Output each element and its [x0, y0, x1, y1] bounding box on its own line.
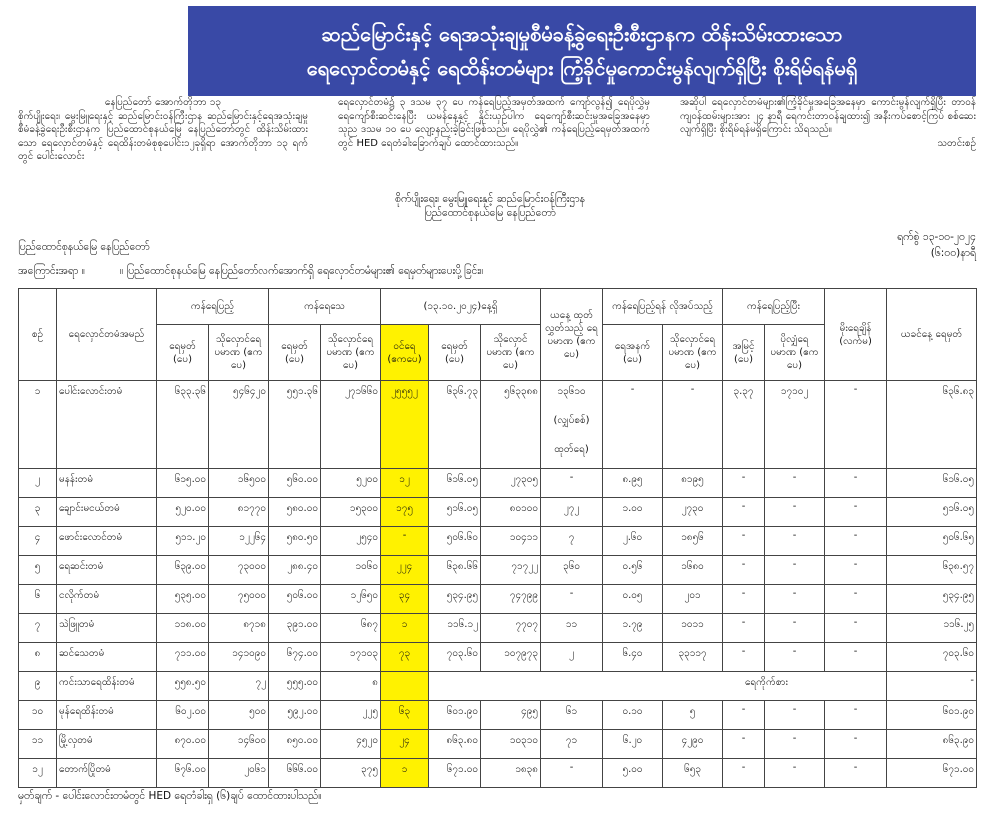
- cell-sr: ၇: [19, 614, 57, 643]
- table-row: [19, 614, 977, 643]
- cell-need-depth: ၆.၂၀: [603, 730, 663, 759]
- header-prev-level: ယခင်နေ့ ရေမှတ်: [887, 289, 977, 381]
- cell-full-storage: ၁၄၁၀၉၀: [209, 643, 269, 672]
- cell-sr: ၂: [19, 469, 57, 498]
- cell-today-storage: ၁၈၃၈: [481, 759, 541, 788]
- cell-need-depth: ၈.၉၅: [603, 469, 663, 498]
- subject-text: ။ ပြည်ထောင်စုနယ်မြေ နေပြည်တော်လက်အောက်ရှိ ရေလှောင်တမံများ၏ ရေမှတ်များပေးပို့ခြင်း။: [120, 265, 484, 277]
- cell-dead-level: ၆၆၆.၀၀: [269, 759, 321, 788]
- cell-release: ၁၁: [541, 614, 603, 643]
- cell-today-storage: ၈၀၁၀၀: [481, 498, 541, 527]
- cell-prev-level: ၆၀၁.၉၀: [887, 701, 977, 730]
- cell-prev-level: ၆၁၆.၀၅: [887, 469, 977, 498]
- cell-release: ၃၆၀: [541, 556, 603, 585]
- cell-today-storage: ၁၀၇၉၇၃: [481, 643, 541, 672]
- cell-sr: ၁၁: [19, 730, 57, 759]
- cell-sr: ၄: [19, 527, 57, 556]
- cell-over-storage: -: [765, 701, 825, 730]
- cell-inflow: ၁၂: [381, 469, 429, 498]
- header-rain: မိုးရေချိန် (လက်မ): [825, 289, 887, 381]
- table-row: [19, 701, 977, 730]
- cell-over-storage: -: [765, 527, 825, 556]
- cell-over-height: ၃.၃၇: [723, 381, 765, 469]
- cell-full-level: ၆၁၅.၀၀: [157, 469, 209, 498]
- cell-need-depth: ၀.၁၀: [603, 701, 663, 730]
- cell-need-depth: ၁.၀၀: [603, 498, 663, 527]
- cell-need-storage: ၂၇၃၀: [663, 498, 723, 527]
- cell-name: သဲဖြူတမံ: [57, 614, 157, 643]
- header-today-level: ရေမှတ် (ပေ): [429, 325, 481, 381]
- cell-full-level: ၅၂၀.၀၀: [157, 498, 209, 527]
- cell-inflow: ၂၅၅၅၂: [381, 381, 429, 469]
- cell-full-level: ၆၀၂.၀၀: [157, 701, 209, 730]
- article-text-1: စိုက်ပျိုးရေး၊ မွေးမြူရေးနှင့် ဆည်မြောင်းဝန်ကြီးဌာန ဆည်မြောင်းနှင့်ရေအသုံးချမှုစီမံခန့်ခွဲရေးဦးစီးဌာနက ပြည်ထောင်စုနယ်မြေ နေပြည်တော်တွင် ထိန်းသိမ်းထားသော ရေလှောင်တမံနှင့် ရေထိန်းတမံစုစုပေါင်း၁၂ခုရှိရာ အောက်တိုဘာ ၁၃ ရက်တွင် ပေါင်းလောင်း: [18, 110, 308, 162]
- cell-rain: -: [825, 469, 887, 498]
- cell-inflow: ၇၃: [381, 643, 429, 672]
- cell-need-storage: ၂၀၁: [663, 585, 723, 614]
- cell-release: ၆၁: [541, 701, 603, 730]
- cell-need-depth: ၅.၀၀: [603, 759, 663, 788]
- cell-dead-storage: ၂၅၄၀: [321, 527, 381, 556]
- cell-full-storage: ၅၄၆၄၂၀: [209, 381, 269, 469]
- cell-today-storage: ၇၁၇၂၂: [481, 556, 541, 585]
- cell-dead-storage: ၅၂၀၀: [321, 469, 381, 498]
- release-value: ၁၃၆၁၀: [557, 386, 586, 397]
- header-dead-level: ရေမှတ် (ပေ): [269, 325, 321, 381]
- cell-release: [541, 381, 603, 469]
- cell-rain: -: [825, 759, 887, 788]
- article-text-2: ရေလှောင်တမံ၌ ၃ ဒသမ ၃၇ ပေ ကန်ရေပြည့်အမှတ်အထက် ကျော်လွန်၍ ရေပိုလွှဲမှ ရေကျော်စီးဆင်းနေပြီး ယမန်နေ့နှင့် နှိုင်းယှဉ်ပါက ရေကျော်စီးဆင်းမှုအခြေအနေမှာ သုည ဒသမ ၁၀ ပေ လျော့နည်းခဲ့ခြင်းဖြစ်သည်။ ရေပိုလွှဲ၏ ကန်ရေပြည့်ရေမှတ်အထက်တွင် HED ရေတံခါးခြောက်ချပ် ထောင်ထားသည်။: [338, 97, 650, 149]
- table-row: [19, 527, 977, 556]
- cell-full-level: ၆၃၉.၀၀: [157, 556, 209, 585]
- cell-today-storage: ၁၀၄၁၁: [481, 527, 541, 556]
- cell-over-height: -: [723, 701, 765, 730]
- cell-today-level: ၅၀၆.၆၀: [429, 527, 481, 556]
- cell-today-storage: ၇၄၇၉၉: [481, 585, 541, 614]
- cell-today-storage: ၅၆၃၃၈၈: [481, 381, 541, 469]
- cell-over-storage: -: [765, 585, 825, 614]
- header-inflow: ဝင်ရေ (ဧကပေ): [381, 325, 429, 381]
- cell-rain: -: [825, 381, 887, 469]
- cell-dead-storage: ၁၀၆၀: [321, 556, 381, 585]
- header-full-level: ရေမှတ် (ပေ): [157, 325, 209, 381]
- cell-need-depth: ၀.၀၅: [603, 585, 663, 614]
- cell-inflow: ၂၄: [381, 730, 429, 759]
- cell-name: ဖောင်းလောင်တမံ: [57, 527, 157, 556]
- article-text-3: အဆိုပါ ရေလှောင်တမံများ၏ကြံ့ခိုင်မှုအခြေအနေမှာ ကောင်းမွန်လျက်ရှိပြီး တာဝန်ကျဝန်ထမ်းများအား ၂၄ နာရီ ရေကင်းတာဝန်ချထား၍ အနီးကပ်စောင့်ကြပ် စစ်ဆေးလျက်ရှိပြီး စိုးရိမ်ရန်မရှိကြောင်း သိရသည်။: [680, 97, 976, 135]
- cell-name: မုန်ရေထိန်းတမံ: [57, 701, 157, 730]
- cell-need-depth: -: [603, 381, 663, 469]
- cell-full-storage: ၇၃၀၀၀: [209, 556, 269, 585]
- release-note-2: ထုတ်ရေ): [554, 444, 589, 455]
- cell-today-level: ၅၃၄.၉၅: [429, 585, 481, 614]
- table-row: [19, 556, 977, 585]
- header-over-storage: ပိုလျှံရေ ပမာဏ (ဧကပေ): [765, 325, 825, 381]
- cell-full-level: ၅၅၈.၅၀: [157, 672, 209, 701]
- cell-need-storage: ၃၃၁၁၇: [663, 643, 723, 672]
- header-over-full: ကန်ရေပြည့်ပြီး: [723, 289, 825, 325]
- cell-inflow: [381, 672, 429, 701]
- cell-over-storage: -: [765, 643, 825, 672]
- cell-inflow: ၁: [381, 759, 429, 788]
- cell-over-height: -: [723, 730, 765, 759]
- cell-prev-level: ၁၁၆.၂၅: [887, 614, 977, 643]
- cell-over-storage: -: [765, 614, 825, 643]
- cell-name: ရေဆင်းတမံ: [57, 556, 157, 585]
- cell-over-height: -: [723, 585, 765, 614]
- cell-full-storage: ၂၀၆၁: [209, 759, 269, 788]
- cell-over-height: -: [723, 759, 765, 788]
- cell-over-height: -: [723, 556, 765, 585]
- cell-dead-storage: ၄၅၂၀: [321, 730, 381, 759]
- cell-over-height: -: [723, 469, 765, 498]
- cell-need-depth: ၀.၅၆: [603, 556, 663, 585]
- cell-over-height: -: [723, 614, 765, 643]
- cell-name: ကင်းသာရေထိန်းတမံ: [57, 672, 157, 701]
- cell-sr: ၅: [19, 556, 57, 585]
- cell-need-storage: ၅: [663, 701, 723, 730]
- cell-need-depth: ၁.၇၉: [603, 614, 663, 643]
- cell-full-storage: ၅၀၀: [209, 701, 269, 730]
- article-column-1: [18, 96, 308, 164]
- cell-release: -: [541, 585, 603, 614]
- cell-over-height: -: [723, 498, 765, 527]
- cell-full-storage: ၈၇၁၈: [209, 614, 269, 643]
- header-sr: စဉ်: [19, 289, 57, 381]
- cell-sr: ၁၀: [19, 701, 57, 730]
- cell-prev-level: ၆၇၁.၀၀: [887, 759, 977, 788]
- cell-prev-level: ၆၃၈.၅၇: [887, 556, 977, 585]
- cell-release: -: [541, 469, 603, 498]
- cell-full-level: ၆၃၃.၃၆: [157, 381, 209, 469]
- cell-dead-storage: ၂၂၅: [321, 701, 381, 730]
- cell-dead-storage: ၆၈၇: [321, 614, 381, 643]
- cell-full-storage: ၁၄၆၀၀: [209, 730, 269, 759]
- cell-prev-level: -: [887, 672, 977, 701]
- header-today-storage: သိုလှောင် ပမာဏ (ဧကပေ): [481, 325, 541, 381]
- table-row: [19, 469, 977, 498]
- cell-today-level: ၆၃၆.၇၃: [429, 381, 481, 469]
- cell-dead-level: ၈၅၀.၀၀: [269, 730, 321, 759]
- cell-inflow: -: [381, 527, 429, 556]
- cell-full-storage: ၇၂: [209, 672, 269, 701]
- cell-inflow: ၃၄: [381, 585, 429, 614]
- cell-need-storage: ၄၂၉၀: [663, 730, 723, 759]
- cell-prev-level: ၅၀၆.၆၅: [887, 527, 977, 556]
- cell-need-depth: ၂.၆၀: [603, 527, 663, 556]
- cell-full-level: ၇၁၁.၀၀: [157, 643, 209, 672]
- cell-name: ပေါင်းလောင်းတမံ: [57, 381, 157, 469]
- header-dead-storage: သိုလှောင်ရေ ပမာဏ (ဧကပေ): [321, 325, 381, 381]
- cell-rain: -: [825, 585, 887, 614]
- cell-dead-storage: ၂၇၁၆၆၀: [321, 381, 381, 469]
- header-dead: ကန်ရေသေ: [269, 289, 381, 325]
- cell-dead-storage: ၁၅၃၀၀: [321, 498, 381, 527]
- cell-inflow: ၁: [381, 614, 429, 643]
- header-need-full: ကန်ရေပြည့်ရန် လိုအပ်သည့်: [603, 289, 723, 325]
- header-over-height: အမြင့် (ပေ): [723, 325, 765, 381]
- cell-name: မြို့လှတမံ: [57, 730, 157, 759]
- cell-need-storage: ၁၀၁၁: [663, 614, 723, 643]
- cell-need-storage: ၁၈၅၆: [663, 527, 723, 556]
- cell-release: ၇: [541, 527, 603, 556]
- cell-dead-level: ၂၈၈.၄၀: [269, 556, 321, 585]
- headline-banner: [188, 6, 976, 96]
- cell-rain: -: [825, 527, 887, 556]
- cell-today-storage: ၇၇၀၇: [481, 614, 541, 643]
- cell-name: ချောင်းမငယ်တမံ: [57, 498, 157, 527]
- cell-today-level: ၆၇၁.၀၀: [429, 759, 481, 788]
- headline-line-1: ဆည်မြောင်းနှင့် ရေအသုံးချမှုစီမံခန့်ခွဲရေးဦးစီးဌာနက ထိန်းသိမ်းထားသော: [321, 22, 843, 46]
- cell-full-storage: ၁၂၂၆၄: [209, 527, 269, 556]
- issuer-block: [300, 192, 680, 220]
- cell-prev-level: ၇၀၃.၆၀: [887, 643, 977, 672]
- time-label: (၆:၀၀)နာရီ: [930, 247, 976, 259]
- cell-prev-level: ၅၁၆.၀၅: [887, 498, 977, 527]
- table-row: [19, 498, 977, 527]
- cell-rain: -: [825, 643, 887, 672]
- cell-release: ၂၇၂: [541, 498, 603, 527]
- cell-over-height: -: [723, 643, 765, 672]
- cell-sr: ၆: [19, 585, 57, 614]
- cell-over-storage: ၁၇၁၀၂: [765, 381, 825, 469]
- cell-dead-level: ၅၉၂.၀၀: [269, 701, 321, 730]
- header-full: ကန်ရေပြည့်: [157, 289, 269, 325]
- cell-release: ၇၁: [541, 730, 603, 759]
- cell-today-level: ၅၁၆.၀၅: [429, 498, 481, 527]
- cell-rain: -: [825, 556, 887, 585]
- table-row: [19, 730, 977, 759]
- header-need-storage: သိုလှောင်ရေ ပမာဏ (ဧကပေ): [663, 325, 723, 381]
- header-full-storage: သိုလှောင်ရေ ပမာဏ (ဧကပေ): [209, 325, 269, 381]
- cell-full-storage: ၈၁၇၇၀: [209, 498, 269, 527]
- cell-name: ငလိုက်တမံ: [57, 585, 157, 614]
- cell-release: ၂: [541, 643, 603, 672]
- news-credit: သတင်းစဉ်: [937, 137, 976, 149]
- table-row: [19, 381, 977, 469]
- cell-today-level: ၇၀၃.၆၀: [429, 643, 481, 672]
- cell-sr: ၃: [19, 498, 57, 527]
- cell-today-level: ၆၀၁.၉၀: [429, 701, 481, 730]
- cell-dead-level: ၆၇၄.၀၀: [269, 643, 321, 672]
- cell-full-level: ၈၇၀.၀၀: [157, 730, 209, 759]
- header-need-depth: ရေအနက် (ပေ): [603, 325, 663, 381]
- cell-prev-level: ၆၃၆.၈၃: [887, 381, 977, 469]
- cell-today-level: ၈၆၃.၈၀: [429, 730, 481, 759]
- cell-over-storage: -: [765, 759, 825, 788]
- cell-prev-level: ၈၆၃.၉၀: [887, 730, 977, 759]
- cell-need-storage: -: [663, 381, 723, 469]
- cell-full-level: ၆၇၆.၀၀: [157, 759, 209, 788]
- date-label: ရက်စွဲ ၁၃-၁၀-၂၀၂၄: [897, 231, 976, 243]
- cell-inflow: ၂၂၄: [381, 556, 429, 585]
- cell-today-level: ၁၁၆.၁၂: [429, 614, 481, 643]
- cell-dead-storage: ၁၂၆၅၀: [321, 585, 381, 614]
- cell-rain: -: [825, 701, 887, 730]
- cell-today-level: ၆၁၆.၀၅: [429, 469, 481, 498]
- cell-dead-storage: ၈: [321, 672, 381, 701]
- article-column-2: [338, 96, 650, 150]
- headline-line-2: ရေလှောင်တမံနှင့် ရေထိန်းတမံများ ကြံ့ခိုင်မှုကောင်းမွန်လျက်ရှိပြီး စိုးရိမ်ရန်မရှိ: [306, 56, 858, 80]
- cell-today-storage: ၁၀၃၁၀: [481, 730, 541, 759]
- cell-rain: -: [825, 498, 887, 527]
- table-body: [19, 381, 977, 788]
- cell-full-level: ၅၃၅.၀၀: [157, 585, 209, 614]
- cell-dead-level: ၅၆၀.၀၀: [269, 469, 321, 498]
- cell-over-storage: -: [765, 556, 825, 585]
- table-row: [19, 643, 977, 672]
- cell-need-storage: ၆၅၃: [663, 759, 723, 788]
- cell-name: တောက်ပြိုတမံ: [57, 759, 157, 788]
- cell-need-storage: ၈၁၉၅: [663, 469, 723, 498]
- cell-prev-level: ၅၃၄.၉၅: [887, 585, 977, 614]
- cell-over-storage: -: [765, 469, 825, 498]
- dateline: နေပြည်တော် အောက်တိုဘာ ၁၃: [104, 97, 222, 108]
- cell-dead-storage: ၃၇၅: [321, 759, 381, 788]
- table-row: [19, 672, 977, 701]
- table-row: [19, 759, 977, 788]
- cell-inflow: ၁၇၅: [381, 498, 429, 527]
- cell-sr: ၁၂: [19, 759, 57, 788]
- cell-dead-storage: ၁၇၁၀၃: [321, 643, 381, 672]
- cell-dead-level: ၅၈၀.၅၀: [269, 527, 321, 556]
- cell-full-storage: ၁၆၅၀၀: [209, 469, 269, 498]
- cell-over-storage: -: [765, 498, 825, 527]
- header-name: ရေလှောင်တမံအမည်: [57, 289, 157, 381]
- issuer-region: ပြည်ထောင်စုနယ်မြေ နေပြည်တော်: [424, 207, 556, 219]
- cell-sr: ၉: [19, 672, 57, 701]
- cell-name: မနန်းတမံ: [57, 469, 157, 498]
- cell-inflow: ၆၃: [381, 701, 429, 730]
- cell-need-depth: ၆.၄၀: [603, 643, 663, 672]
- cell-over-height: -: [723, 527, 765, 556]
- cell-dead-level: ၅၈၀.၀၀: [269, 498, 321, 527]
- cell-full-level: ၅၁၁.၂၀: [157, 527, 209, 556]
- cell-today-storage: ၄၉၅: [481, 701, 541, 730]
- cell-name: ဆင်သေတမံ: [57, 643, 157, 672]
- footnote: မှတ်ချက် - ပေါင်းလောင်းတမံတွင် HED ရေတံခါးရှ (၆)ချပ် ထောင်ထားပါသည်။: [18, 790, 322, 802]
- cell-today-storage: ၂၇၃၀၅: [481, 469, 541, 498]
- article-column-3: [680, 96, 976, 150]
- cell-sr: ၈: [19, 643, 57, 672]
- reservoir-table: [18, 288, 977, 788]
- cell-dead-level: ၃၉၁.၀၀: [269, 614, 321, 643]
- cell-dead-level: ၅၅၁.၃၆: [269, 381, 321, 469]
- cell-need-storage: ၁၆၈၀: [663, 556, 723, 585]
- cell-dead-level: ၅၀၆.၀၀: [269, 585, 321, 614]
- cell-rain: -: [825, 614, 887, 643]
- cell-today-level: ၆၃၈.၆၆: [429, 556, 481, 585]
- cell-dead-level: ၅၅၅.၀၀: [269, 672, 321, 701]
- header-today: (၁၃.၁၀.၂၀၂၄)နေ့ရှိ: [381, 289, 541, 325]
- issuer-ministry: စိုက်ပျိုးရေး၊ မွေးမြူရေးနှင့် ဆည်မြောင်းဝန်ကြီးဌာန: [395, 193, 585, 205]
- cell-rain: -: [825, 730, 887, 759]
- cell-sr: ၁: [19, 381, 57, 469]
- cell-full-storage: ၇၅၀၀၀: [209, 585, 269, 614]
- release-note: (လျှပ်စစ်): [553, 415, 590, 426]
- cell-over-storage: -: [765, 730, 825, 759]
- table-row: [19, 585, 977, 614]
- header-release: ယနေ့ ထုတ်လွှတ်သည့် ရေပမာဏ (ဧကပေ): [541, 289, 603, 381]
- cell-release: -: [541, 759, 603, 788]
- subject-label: အကြောင်းအရာ ။: [18, 265, 85, 277]
- cell-full-level: ၁၁၈.၀၀: [157, 614, 209, 643]
- place-label: ပြည်ထောင်စုနယ်မြေ နေပြည်တော်: [18, 241, 150, 253]
- cell-merged-note: ရေကိုက်စား: [429, 672, 887, 701]
